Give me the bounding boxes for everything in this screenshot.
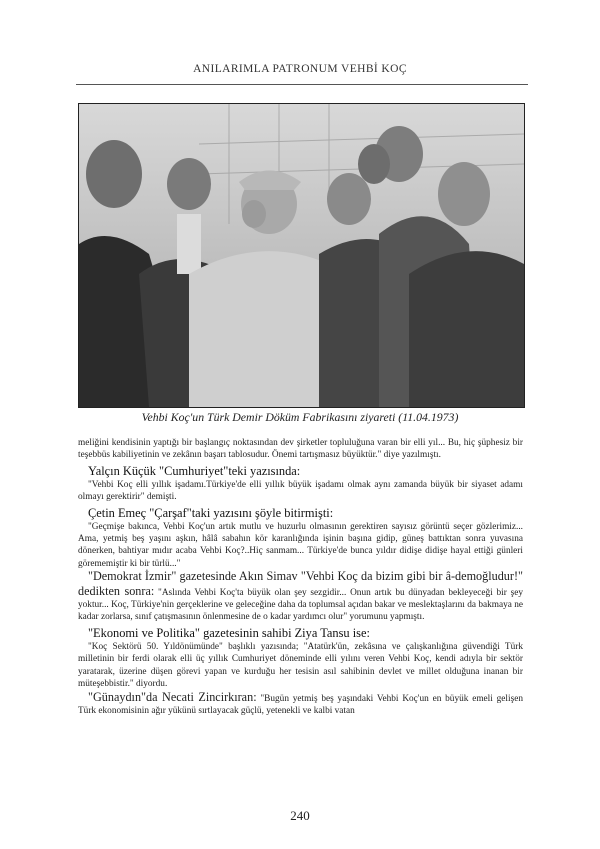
subheading-cetin-emec: Çetin Emeç "Çarşaf"taki yazısını şöyle bitirmişti: — [88, 505, 334, 520]
subheading-ekonomi-politika: "Ekonomi ve Politika" gazetesinin sahibi Ziya Tansu ise: — [88, 625, 370, 640]
subheading-gunaydin: "Günaydın"da Necati Zincirkıran: — [88, 689, 257, 704]
paragraph-4: "Koç Sektörü 50. Yıldönümünde" başlıklı yazısında; "Atatürk'ün, zekâsına ve çalışkanlığına güvendiği Türk milletinin bir ferdi olarak elli üç yıllık Cumhuriyet döneminde elli yılını veren Vehbi Koç, kendi adıyla bir sektör yaratarak, üzerine düşen görevi yapan ve kurduğu her tesisin asıl sahibinin devlet ve millet olduğuna inanan bir müteşebbistir." diyordu. — [78, 641, 523, 690]
photo-illustration — [79, 104, 524, 407]
header-rule — [76, 84, 528, 85]
page-number: 240 — [290, 808, 310, 823]
gunaydin-quote: "Bugün yetmiş beş yaşındaki Vehbi Koç'un en büyük emeli gelişen Türk ekonomisinin ağır yükünü sırtlayacak güçlü, yetenekli ve kalbi vatan — [78, 693, 523, 716]
paragraph-3: "Geçmişe bakınca, Vehbi Koç'un artık mutlu ve huzurlu olmasının gerektiren sayısız görüntü seçer gözlerimiz... Ama, yetmiş beş yaşını aşkın, hâlâ sabahın kör karanlığında işinin başına gidip, güneş battıktan sonra yuvasına dönerken, bahtiyar mıdır acaba Vehbi Koç?..Hiç sanmam... Türkiye'de bunca yıldır didişe didişe hayal ettiği günleri görememiştir ki bir türlü..." — [78, 521, 523, 569]
photograph — [78, 103, 525, 408]
paragraph-1: meliğini kendisinin yaptığı bir başlangıç noktasından dev şirketler topluluğuna varan bir elli yıl... Bu, hiç şüphesiz bir teşebbüs kabiliyetinin ve zekânın başarı tablosudur. Önemi tartışmasız büyüktür." diye yazılmıştı. — [78, 438, 523, 461]
paragraph-gunaydin — [78, 691, 523, 718]
article-body — [78, 437, 523, 717]
photo-caption: Vehbi Koç'un Türk Demir Döküm Fabrikasını ziyareti (11.04.1973) — [141, 410, 459, 424]
akin-simav-quote: "Aslında Vehbi Koç'ta büyük olan şey sezgidir... Onun artık bu dünyadan bekleyeceği bir şey yoktur... Koç, Türkiye'nin gerçeklerine ve geleceğine daha da toplumsal açıdan bakar ve meslektaşlarını da bakmaya ne kadar zorlarsa, sınıf çatışmasının önlenmesine de o kadar yardımcı olur" yorumunu yapmıştı. — [78, 587, 523, 623]
subheading-demokrat-izmir: "Demokrat İzmir" gazetesinde Akın Simav "Vehbi Koç da bizim gibi bir â-demoğludur!" dedikten sonra: — [78, 569, 523, 598]
running-header: ANILARIMLA PATRONUM VEHBİ KOÇ — [193, 63, 407, 75]
subheading-yalcin-kucuk: Yalçın Küçük "Cumhuriyet"teki yazısında: — [88, 463, 301, 478]
paragraph-akin-simav — [78, 570, 523, 624]
paragraph-2: "Vehbi Koç elli yıllık işadamı.Türkiye'de elli yıllık büyük işadamı olmak aynı zamanda büyük bir siyaset adamı olmayı gerektirir" demişti. — [78, 479, 523, 503]
